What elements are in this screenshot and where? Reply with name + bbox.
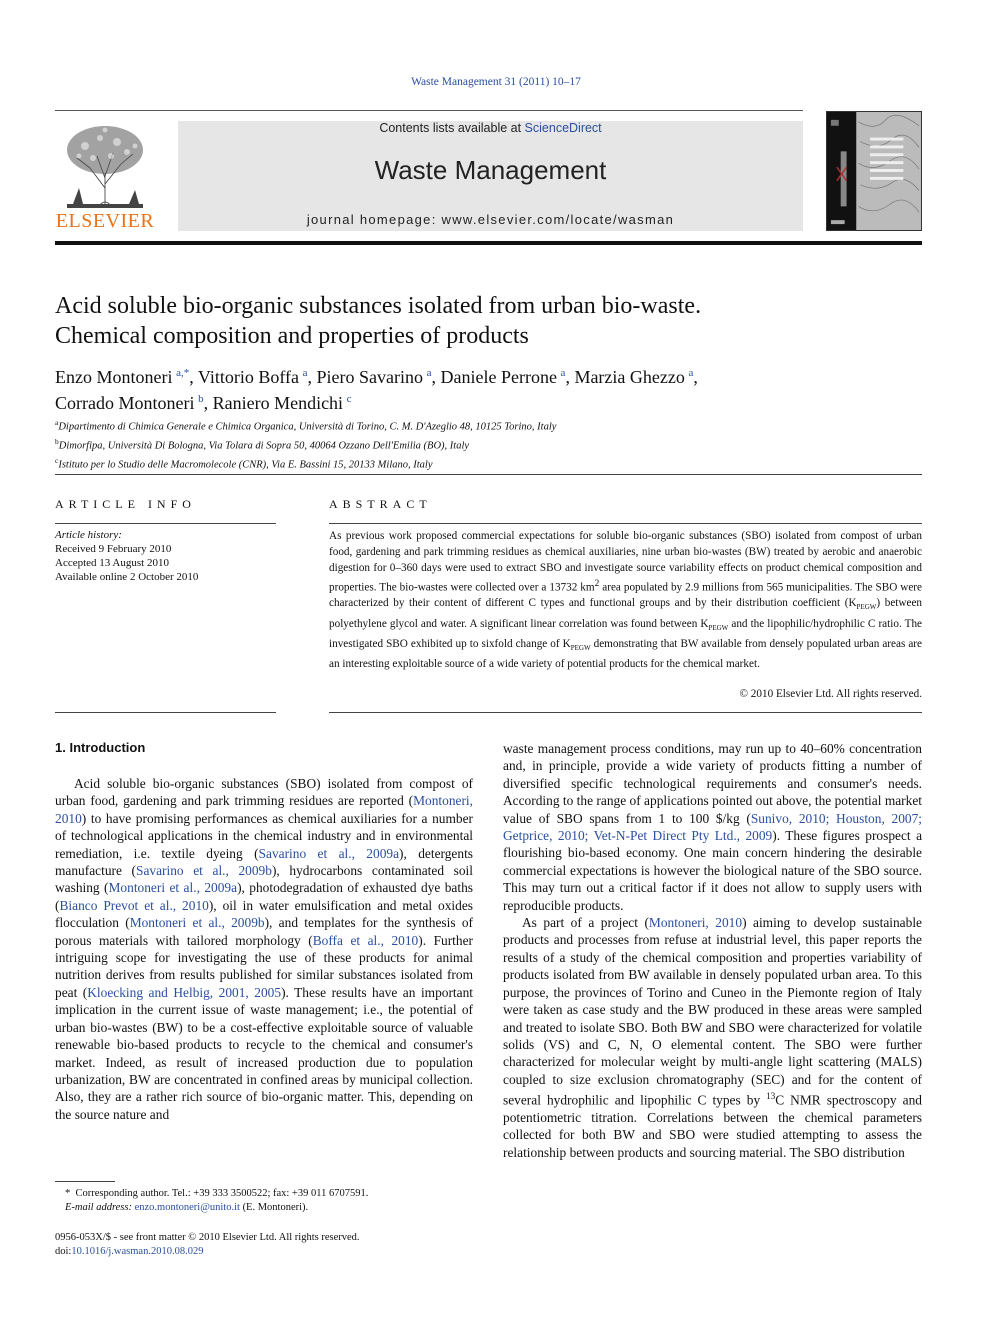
footnote-rule xyxy=(55,1181,115,1182)
right-column xyxy=(503,740,922,1161)
journal-name: Waste Management xyxy=(374,155,607,185)
title-line-2: Chemical composition and properties of products xyxy=(55,323,529,349)
journal-homepage[interactable]: journal homepage: www.elsevier.com/locate/wasman xyxy=(306,212,675,227)
corresponding-author-footnote: * Corresponding author. Tel.: +39 333 3500522; fax: +39 011 6707591. E-mail address: enzo.montoneri@unito.it (E. Montoneri). xyxy=(65,1188,369,1213)
author-name: Daniele Perrone xyxy=(440,367,557,387)
article-info-rule xyxy=(55,523,276,524)
citation-link[interactable]: Montoneri et al., 2009b xyxy=(129,915,265,931)
citation-link[interactable]: Savarino et al., 2009b xyxy=(136,863,272,879)
doi-link[interactable]: 10.1016/j.wasman.2010.08.029 xyxy=(71,1246,204,1257)
citation-link[interactable]: Montoneri et al., 2009a xyxy=(108,880,238,896)
citation-link[interactable]: Kloecking and Helbig, 2001, 2005 xyxy=(87,984,282,1000)
journal-citation[interactable]: Waste Management 31 (2011) 10–17 xyxy=(411,76,581,88)
author-name: Vittorio Boffa xyxy=(197,367,299,387)
intro-paragraph-1: Acid soluble bio-organic substances (SBO) isolated from compost of urban food, gardening and park trimming residues are reported (Montoneri, 2010) to have promising performances as chemical auxiliaries for a number of technological applications in the chemical industry and in environmental remediation, i.e. textile dyeing (Savarino et al., 2009a), detergents manufacture (Savarino et al., 2009b), hydrocarbons contaminated soil washing (Montoneri et al., 2009a), photodegradation of exhausted dye baths (Bianco Prevot et al., 2010), oil in water emulsification and metal oxides flocculation (Montoneri et al., 2009b), and templates for the synthesis of porous materials with tailored morphology (Boffa et al., 2010). Further intriguing scope for investigating the use of these products for animal nutrition derives from results published for similar substances isolated from peat (Kloecking and Helbig, 2001, 2005). These results have an important implication in the current issue of waste management; i.e., the potential of urban bio-wastes (BW) to be a cost-effective exploitable source of valuable renewable bio-based products to recycle to the chemical and consumer's market. Indeed, as result of increased production due to population urbanization, BW are concentrated in confined areas by municipal collection. Also, they are a rather rich source of bio-organic matter. This, depending on the source nature and xyxy=(55,776,474,1122)
author-name: Corrado Montoneri xyxy=(55,393,195,413)
sciencedirect-link[interactable]: ScienceDirect xyxy=(524,121,602,135)
front-matter: 0956-053X/$ - see front matter © 2010 Elsevier Ltd. All rights reserved. doi:10.1016/j.wasman.2010.08.029 xyxy=(55,1231,473,1259)
affiliation: $^c$Istituto per lo Studio delle Macromolecole (CNR), Via E. Bassini 15, 20133 Milano, Italy xyxy=(55,456,433,471)
author-affiliation-mark[interactable]: a xyxy=(688,367,694,379)
journal-cover-thumbnail xyxy=(826,111,922,231)
author-affiliation-mark[interactable]: a xyxy=(302,367,308,379)
section-rule xyxy=(55,474,922,475)
contents-line: Contents lists available at ScienceDirect xyxy=(379,121,602,135)
author-name: Piero Savarino xyxy=(316,367,423,387)
abstract-bottom-rule xyxy=(329,712,922,713)
citation-link[interactable]: Montoneri, 2010 xyxy=(55,793,473,826)
article-info-bottom-rule xyxy=(55,712,276,713)
author-name: Marzia Ghezzo xyxy=(574,367,685,387)
affiliation: $^b$Dimorfipa, Università Di Bologna, Via Tolara di Sopra 50, 40064 Ozzano Dell'Emilia (BO), Italy xyxy=(55,437,470,452)
article-info-heading: ARTICLE INFO xyxy=(55,497,196,511)
author-affiliation-mark[interactable]: b xyxy=(198,393,204,405)
author-affiliation-mark[interactable]: a,* xyxy=(176,367,190,379)
top-rule xyxy=(55,110,803,111)
affiliation-list xyxy=(55,416,935,474)
citation-link[interactable]: Bianco Prevot et al., 2010 xyxy=(59,897,209,913)
article-title xyxy=(55,291,935,351)
intro-paragraph-2: As part of a project (Montoneri, 2010) aiming to develop sustainable products and processes from refuse at industrial level, this paper reports the results of a study of the chemical composition and properties variability of products isolated from BW available in densely populated urban area. To this purpose, the provinces of Torino and Cuneo in the Piemonte region of Italy were taken as case study and the BW produced in these areas were sampled and treated to isolate SBO. Both BW and SBO were characterized for volatile solids (VS) and C, N, O elemental content. The SBO were further characterized for molecular weight by multi-angle light scattering (MALS) coupled to size exclusion chromatography (SEC) and for the content of several hydrophilic and lipophilic C types by $^{13}$C NMR spectroscopy and potentiometric titration. Correlations between the chemical parameters collected for both BW and SBO were studied attempting to assess the relationship between products and sourcing material. The SBO distribution xyxy=(503,915,922,1160)
section-heading-introduction: 1. Introduction xyxy=(55,740,146,755)
email-link[interactable]: enzo.montoneri@unito.it xyxy=(134,1202,240,1213)
intro-paragraph-1-continued: waste management process conditions, may run up to 40–60% concentration and, in principle, provide a wide variety of products fitting a number of diversified specific technological requirements and consumer's needs. According to the range of applications pointed out above, the potential market value of SBO spans from 1 to 100 $/kg (Sunivo, 2010; Houston, 2007; Getprice, 2010; Vet-N-Pet Direct Pty Ltd., 2009). These figures prospect a flourishing bio-based economy. One main concern hindering the desirable commercial expectations is however the biological nature of the SBO source. This may turn out a critical factor if it does not allow to supply users with reproducible products. xyxy=(503,741,923,913)
header-thick-rule xyxy=(55,241,922,245)
abstract-copyright: © 2010 Elsevier Ltd. All rights reserved. xyxy=(739,688,922,700)
corresponding-author-text: Corresponding author. Tel.: +39 333 3500522; fax: +39 011 6707591. xyxy=(75,1188,369,1199)
history-label: Article history: xyxy=(55,529,122,541)
abstract-text: As previous work proposed commercial expectations for soluble bio-organic substances (SBO) isolated from compost of urban food, gardening and park trimming residues as chemical auxiliaries, nine urban bio-wastes (BW) treated by aerobic and anaerobic digestion for 0–360 days were used to extract SBO and investigate source variability effects on product chemical composition and properties. The bio-wastes were collected over a 13732 $km^2$ area populated by 2.9 millions from 565 municipalities. The SBO were characterized by their content of different C types and functional groups and by their distribution coefficient $(K_{PEGW})$ between polyethylene glycol and water. A significant linear correlation was found between $K_{PEGW}$ and the lipophilic/hydrophilic C ratio. The investigated SBO exhibited up to sixfold change of $K_{PEGW}$ demonstrating that BW available from densely populated urban areas are an interesting exploitable source of a wide variety of potential products for the chemical market. xyxy=(329,530,923,670)
citation-link[interactable]: Savarino et al., 2009a xyxy=(258,845,400,861)
online-date: Available online 2 October 2010 xyxy=(55,571,199,583)
author-name: Raniero Mendichi xyxy=(212,393,344,413)
citation-link[interactable]: Montoneri, 2010 xyxy=(648,915,743,931)
accepted-date: Accepted 13 August 2010 xyxy=(55,557,169,569)
received-date: Received 9 February 2010 xyxy=(55,543,172,555)
citation-link[interactable]: Boffa et al., 2010 xyxy=(312,932,419,948)
front-matter-text: 0956-053X/$ - see front matter © 2010 Elsevier Ltd. All rights reserved. xyxy=(55,1232,360,1243)
citation-link[interactable]: Sunivo, 2010; Houston, 2007; Getprice, 2010; Vet-N-Pet Direct Pty Ltd., 2009 xyxy=(503,810,923,844)
author-name: Enzo Montoneri xyxy=(55,367,173,387)
elsevier-wordmark: ELSEVIER xyxy=(55,210,155,232)
affiliation: $^a$Dipartimento di Chimica Generale e Chimica Organica, Università di Torino, C. M. D'Azeglio 48, 10125 Torino, Italy xyxy=(55,418,557,433)
author-affiliation-mark[interactable]: a xyxy=(426,367,432,379)
article-history xyxy=(55,528,276,584)
author-list: Enzo Montoneri $^{a,*}$, Vittorio Boffa $^a$, Piero Savarino $^a$, Daniele Perrone $^a$, Marzia Ghezzo $^a$, Corrado Montoneri $^b$, Raniero Mendichi $^c$ xyxy=(55,367,698,413)
abstract-rule xyxy=(329,523,922,524)
title-line-1: Acid soluble bio-organic substances isolated from urban bio-waste. xyxy=(55,293,702,319)
author-affiliation-mark[interactable]: c xyxy=(346,393,352,405)
abstract-heading: ABSTRACT xyxy=(329,497,432,511)
author-affiliation-mark[interactable]: a xyxy=(560,367,566,379)
